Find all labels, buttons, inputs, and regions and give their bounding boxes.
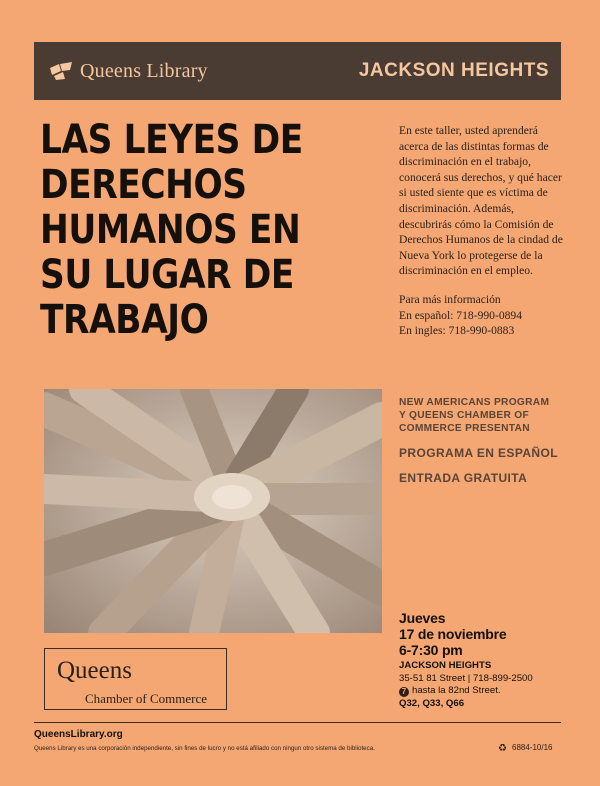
hands-together-photo	[44, 389, 382, 633]
branch-name: JACKSON HEIGHTS	[358, 60, 549, 81]
title-line: SU LUGAR DE	[40, 252, 294, 298]
hands-illustration	[44, 389, 382, 633]
footer-divider	[34, 722, 561, 723]
page-title	[40, 118, 337, 343]
chamber-of-commerce-logo	[44, 648, 227, 710]
contact-english: En ingles: 718-990-0883	[399, 324, 515, 338]
event-details	[399, 610, 589, 710]
presenter-line: COMMERCE PRESENTAN	[399, 423, 530, 434]
contact-spanish: En español: 718-990-0894	[399, 308, 523, 322]
presenter-line: Y QUEENS CHAMBER OF	[399, 410, 530, 421]
print-code: 6884-10/16	[512, 743, 553, 752]
event-address: 35-51 81 Street | 718-899-2500	[399, 672, 533, 684]
subway-7-icon: 7	[399, 687, 409, 697]
contact-heading: Para más información	[399, 293, 501, 306]
chamber-logo-word: Queens	[57, 657, 132, 684]
book-logo-icon	[48, 60, 74, 82]
event-location: JACKSON HEIGHTS	[399, 660, 492, 671]
title-line: TRABAJO	[40, 297, 209, 343]
title-line: HUMANOS EN	[40, 207, 301, 253]
event-day: Jueves	[399, 610, 446, 626]
event-buses: Q32, Q33, Q66	[399, 697, 465, 709]
recycle-icon: ♻	[498, 743, 507, 754]
language-tag: PROGRAMA EN ESPAÑOL	[399, 446, 558, 460]
presenters	[399, 396, 574, 435]
event-train	[399, 685, 589, 698]
presenter-line: NEW AMERICANS PROGRAM	[399, 397, 550, 408]
train-text: hasta la 82nd Street.	[412, 685, 501, 696]
event-time: 6-7:30 pm	[399, 642, 463, 658]
event-date: 17 de noviembre	[399, 626, 507, 642]
library-name: Queens Library	[80, 59, 208, 82]
title-line: LAS LEYES DE	[40, 117, 303, 163]
header-bar	[34, 42, 561, 100]
title-line: DERECHOS	[40, 162, 247, 208]
queens-library-logo[interactable]	[48, 60, 208, 83]
disclaimer: Queens Library es una corporación independiente, sin fines de lucro y no está afiliado con ningun otro sistema de biblioteca.	[34, 745, 375, 752]
library-url-link[interactable]: QueensLibrary.org	[34, 729, 123, 740]
contact-info	[399, 292, 569, 339]
chamber-logo-sub: Chamber of Commerce	[85, 691, 208, 706]
admission-tag: ENTRADA GRATUITA	[399, 471, 528, 485]
description: En este taller, usted aprenderá acerca de las distintas formas de discriminación en el trabajo, conocerá sus derechos, y qué hacer si usted siente que es víctima de discriminación. Además, descubrirás cómo la Comisión de Derechos Humanos de la cindad de Nueva York lo protegerse de la discriminación en el empleo.	[399, 124, 563, 278]
